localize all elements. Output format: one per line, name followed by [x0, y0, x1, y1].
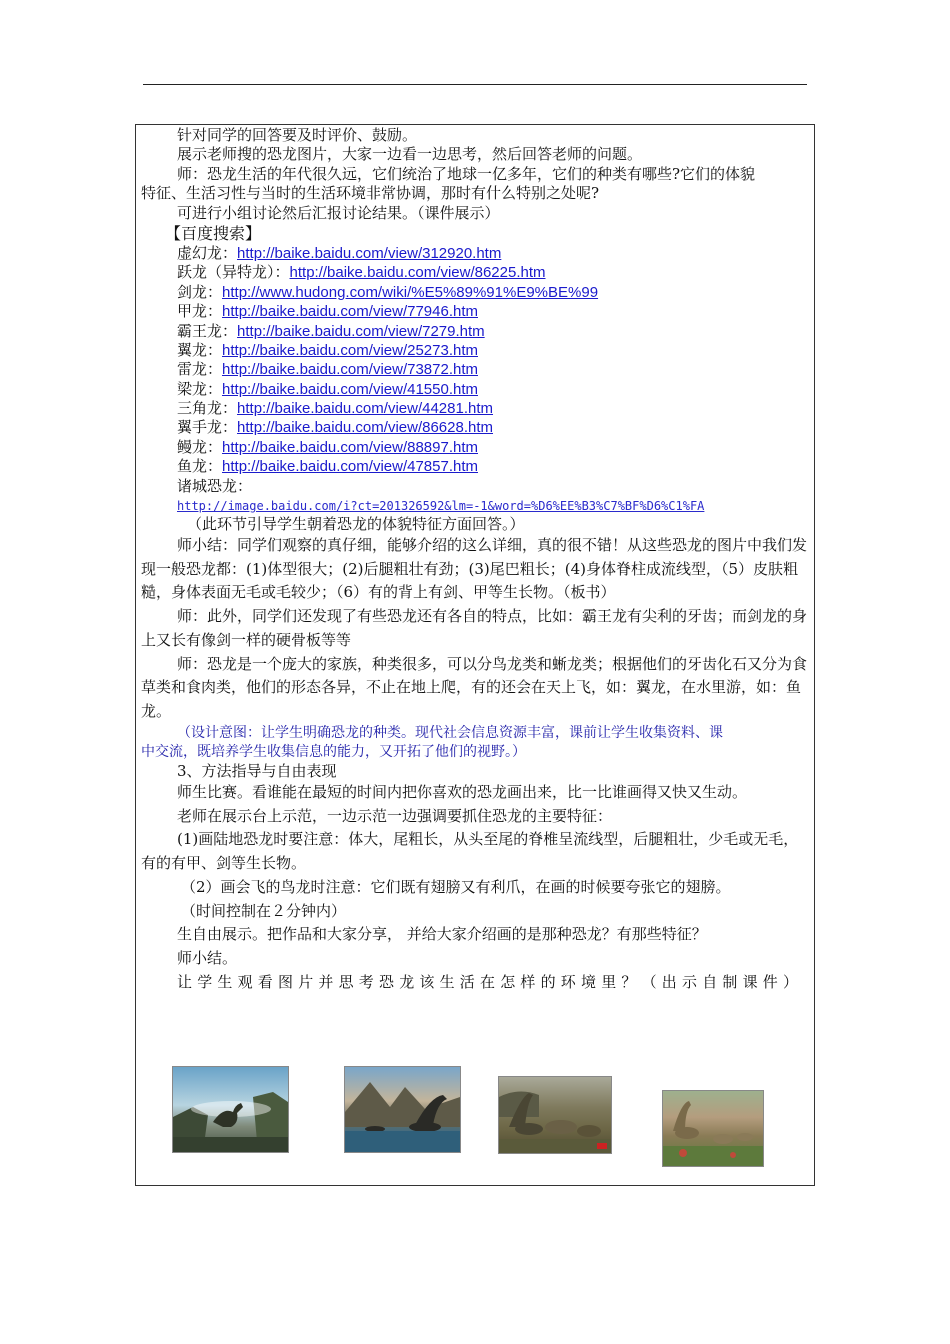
dinosaur-forest-image: [662, 1090, 764, 1167]
dinosaur-link-row: [141, 341, 809, 360]
demo-paragraph: 老师在展示台上示范，一边示范一边强调要抓住恐龙的主要特征：: [177, 806, 613, 825]
dinosaur-link[interactable]: http://www.hudong.com/wiki/%E5%89%91%E9%BE%99: [222, 283, 599, 301]
dinosaur-name: 虚幻龙：: [177, 243, 238, 262]
dinosaur-name: 雷龙：: [177, 360, 223, 379]
lesson-content: [141, 126, 809, 994]
dinosaur-name: 剑龙：: [177, 282, 223, 301]
dinosaur-name: 鱼龙：: [177, 457, 223, 476]
search-heading: 【百度搜索】: [165, 223, 262, 243]
dinosaur-link[interactable]: http://baike.baidu.com/view/77946.htm: [222, 303, 478, 321]
dinosaur-name: 跃龙（异特龙）：: [177, 263, 290, 282]
environment-question: 让学生观看图片并思考恐龙该生活在怎样的环境里？（出示自制课件）: [177, 972, 804, 991]
guide-note: （此环节引导学生朝着恐龙的体貌特征方面回答。）: [187, 515, 525, 534]
dinosaur-link[interactable]: http://baike.baidu.com/view/41550.htm: [222, 380, 478, 398]
dinosaur-name: 霸王龙：: [177, 321, 238, 340]
land-dinosaur-paragraph: (1)画陆地恐龙时要注意：体大，尾粗长，从头至尾的脊椎呈流线型，后腿粗壮，少毛或无毛，有的有甲、剑等生长物。: [141, 830, 799, 873]
dinosaur-link-row: [141, 322, 809, 341]
dinosaur-link-row: [141, 360, 809, 379]
dinosaur-link[interactable]: http://baike.baidu.com/view/86225.htm: [289, 264, 546, 282]
dinosaur-link[interactable]: http://baike.baidu.com/view/86628.htm: [237, 419, 493, 437]
teacher-question-line-2: 特征、生活习性与当时的生活环境非常协调，那时有什么特别之处呢?: [141, 184, 600, 203]
contest-paragraph: 师生比赛。看谁能在最短的时间内把你喜欢的恐龙画出来，比一比谁画得又快又生动。: [177, 783, 748, 802]
dinosaur-link-row: [141, 263, 809, 282]
dinosaur-link-row: [141, 438, 809, 457]
intro-line-1: 针对同学的回答要及时评价、鼓励。: [177, 126, 418, 144]
dinosaur-name: 梁龙：: [177, 379, 223, 398]
dinosaur-link-row: [141, 399, 809, 418]
dinosaur-link[interactable]: http://baike.baidu.com/view/25273.htm: [222, 341, 478, 359]
dinosaur-herd-image: [498, 1076, 612, 1154]
flying-dinosaur-paragraph: （2）画会飞的鸟龙时注意：它们既有翅膀又有利爪，在画的时候要夸张它的翅膀。: [181, 877, 731, 896]
summary-paragraph: 师小结：同学们观察的真仔细，能够介绍的这么详细，真的很不错！从这些恐龙的图片中我们发现一般恐龙都：(1)体型很大；(2)后腿粗壮有劲；(3)尾巴粗长；(4)身体脊柱成流线型，（5）皮肤粗糙，身体表面无毛或毛较少；（6）有的背上有剑、甲等生长物。（板书）: [141, 536, 808, 602]
dinosaur-link-row: [141, 457, 809, 476]
dinosaur-link-row: [141, 244, 809, 263]
dinosaur-lake-image: [344, 1066, 461, 1153]
zhucheng-link[interactable]: http://image.baidu.com/i?ct=201326592&lm=-1&word=%D6%EE%B3%C7%BF%D6%C1%FA: [177, 499, 705, 514]
dinosaur-link[interactable]: http://baike.baidu.com/view/7279.htm: [237, 322, 485, 340]
dinosaur-name: 甲龙：: [177, 302, 223, 321]
header-rule: [143, 84, 807, 85]
dinosaur-link-row: [141, 380, 809, 399]
family-paragraph: 师：恐龙是一个庞大的家族，种类很多，可以分鸟龙类和蜥龙类；根据他们的牙齿化石又分为食草类和食肉类，他们的形态各异，不止在地上爬，有的还会在天上飞，如：翼龙，在水里游，如：鱼龙。: [141, 654, 808, 720]
teacher-summary: 师小结。: [177, 948, 238, 967]
features-paragraph: 师：此外，同学们还发现了有些恐龙还有各自的特点，比如：霸王龙有尖利的牙齿；而剑龙的身上又长有像剑一样的硬骨板等等: [141, 607, 808, 649]
dinosaur-link[interactable]: http://baike.baidu.com/view/88897.htm: [222, 438, 478, 456]
design-intent-line-1: （设计意图：让学生明确恐龙的种类。现代社会信息资源丰富，课前让学生收集资料、课: [177, 724, 723, 741]
design-intent-line-2: 中交流，既培养学生收集信息的能力，又开拓了他们的视野。）: [141, 743, 526, 760]
dinosaur-link-row: [141, 418, 809, 437]
dinosaur-link[interactable]: http://baike.baidu.com/view/312920.htm: [237, 244, 502, 262]
dinosaur-link-row: [141, 302, 809, 321]
dinosaur-link-list: [141, 244, 809, 477]
dinosaur-name: 翼龙：: [177, 340, 223, 359]
time-note: （时间控制在２分钟内）: [181, 901, 347, 920]
dinosaur-name: 三角龙：: [177, 399, 238, 418]
dinosaur-name: 翼手龙：: [177, 418, 238, 437]
dinosaur-name: 鳗龙：: [177, 437, 223, 456]
group-discussion: 可进行小组讨论然后汇报讨论结果。（课件展示）: [177, 203, 500, 222]
intro-line-2: 展示老师搜的恐龙图片，大家一边看一边思考，然后回答老师的问题。: [177, 145, 643, 164]
dinosaur-cliff-image: [172, 1066, 289, 1153]
zhucheng-label: 诸城恐龙：: [177, 476, 253, 495]
section-title: 3、方法指导与自由表现: [177, 761, 337, 780]
dinosaur-link-row: [141, 283, 809, 302]
dinosaur-link[interactable]: http://baike.baidu.com/view/44281.htm: [237, 400, 493, 418]
dinosaur-link[interactable]: http://baike.baidu.com/view/73872.htm: [222, 361, 478, 379]
dinosaur-link[interactable]: http://baike.baidu.com/view/47857.htm: [222, 458, 478, 476]
show-paragraph: 生自由展示。把作品和大家分享， 并给大家介绍画的是那种恐龙？有那些特征？: [177, 925, 707, 944]
teacher-question-line-1: 师：恐龙生活的年代很久远，它们统治了地球一亿多年，它们的种类有哪些?它们的体貌: [177, 164, 756, 183]
